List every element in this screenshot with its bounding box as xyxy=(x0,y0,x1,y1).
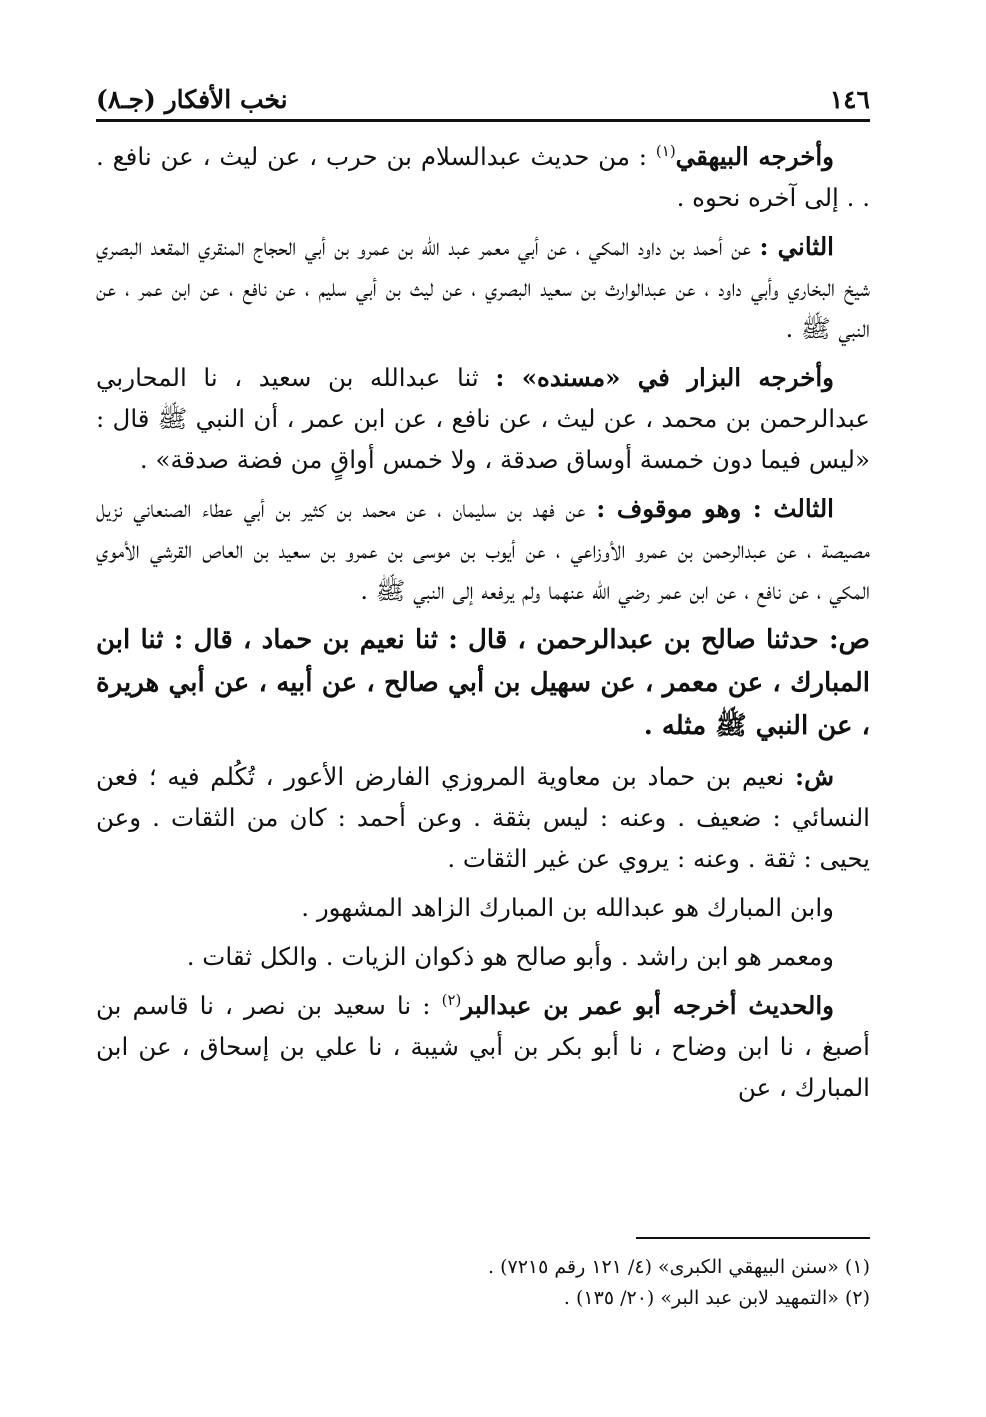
paragraph-ibn-mubarak: وابن المبارك هو عبدالله بن المبارك الزاهد المشهور . xyxy=(301,893,834,922)
footnote-2: (٢) «التمهيد لابن عبد البر» (٢٠/ ١٣٥) . xyxy=(563,1287,870,1309)
paragraph-lead: وأخرجه البزار في «مسنده» : xyxy=(495,363,834,392)
paragraph-mamar: ومعمر هو ابن راشد . وأبو صالح هو ذكوان الزيات . والكل ثقات . xyxy=(186,942,834,971)
footnote-1: (١) «سنن البيهقي الكبرى» (٤/ ١٢١ رقم ٧٢١٥) . xyxy=(488,1256,870,1278)
footnotes xyxy=(96,1252,870,1314)
commentary-paragraph xyxy=(96,756,870,879)
paragraph-third-chain xyxy=(96,488,870,611)
paragraph-text: عن فهد بن سليمان ، عن محمد بن كثير بن أبي عطاء الصنعاني نزيل مصيصة ، عن عبدالرحمن بن عمرو الأوزاعي ، عن أيوب بن موسى بن عمرو بن سعيد بن العاص القرشي الأموي المكي ، عن نافع ، عن ابن عمر رضي الله عنهما ولم يرفعه إلى النبي ﷺ . xyxy=(96,494,870,605)
main-text xyxy=(96,136,870,1116)
footnote-rule xyxy=(636,1237,870,1239)
paragraph-second-chain xyxy=(96,226,870,349)
paragraph-text: ثنا عبدالله بن سعيد ، نا المحاربي عبدالرحمن بن محمد ، عن ليث ، عن نافع ، عن ابن عمر ، أن النبي ﷺ قال : «ليس فيما دون خمسة أوساق صدقة ، ولا خمس أواقٍ من فضة صدقة» . xyxy=(96,363,870,474)
paragraph-text: : نا سعيد بن نصر ، نا قاسم بن أصبغ ، نا ابن وضاح ، نا أبو بكر بن أبي شيبة ، نا علي بن إسحاق ، عن ابن المبارك ، عن xyxy=(96,991,870,1102)
book-title: نخب الأفكار (جـ٨) xyxy=(96,85,288,114)
footnote-ref: (١) xyxy=(655,141,676,160)
paragraph-text: عن أحمد بن داود المكي ، عن أبي معمر عبد الله بن عمرو بن أبي الحجاج المنقري المقعد البصري شيخ البخاري وأبي داود ، عن عبدالوارث بن سعيد البصري ، عن ليث بن أبي سليم ، عن نافع ، عن ابن عمر ، عن النبي ﷺ . xyxy=(96,232,870,343)
header-rule xyxy=(96,119,870,122)
paragraph-lead: وأخرجه البيهقي xyxy=(675,142,834,171)
paragraph-bayhaqi xyxy=(96,136,870,218)
commentary-lead: ش: xyxy=(795,762,834,791)
hadith-text: ص: حدثنا صالح بن عبدالرحمن ، قال : ثنا نعيم بن حماد ، قال : ثنا ابن المبارك ، عن معمر ، عن سهيل بن أبي صالح ، عن أبيه ، عن أبي هريرة ، عن النبي ﷺ مثله . xyxy=(96,625,870,741)
paragraph-text: : من حديث عبدالسلام بن حرب ، عن ليث ، عن نافع . . . إلى آخره نحوه . xyxy=(96,142,870,212)
paragraph-lead: الثالث : وهو موقوف : xyxy=(596,494,834,523)
paragraph-lead: والحديث أخرجه أبو عمر بن عبدالبر xyxy=(461,991,834,1020)
commentary-text: نعيم بن حماد بن معاوية المروزي الفارض الأعور ، تُكُلم فيه ؛ فعن النسائي : ضعيف . وعنه : ليس بثقة . وعن أحمد : كان من الثقات . وعن يحيى : ثقة . وعنه : يروي عن غير الثقات . xyxy=(96,762,870,873)
footnote-ref: (٢) xyxy=(441,990,462,1009)
paragraph-ibn-abdulbarr xyxy=(96,985,870,1108)
running-header xyxy=(96,74,870,114)
paragraph-lead: الثاني : xyxy=(759,232,834,261)
paragraph-bazzar xyxy=(96,357,870,480)
page-number: ١٤٦ xyxy=(829,85,870,114)
